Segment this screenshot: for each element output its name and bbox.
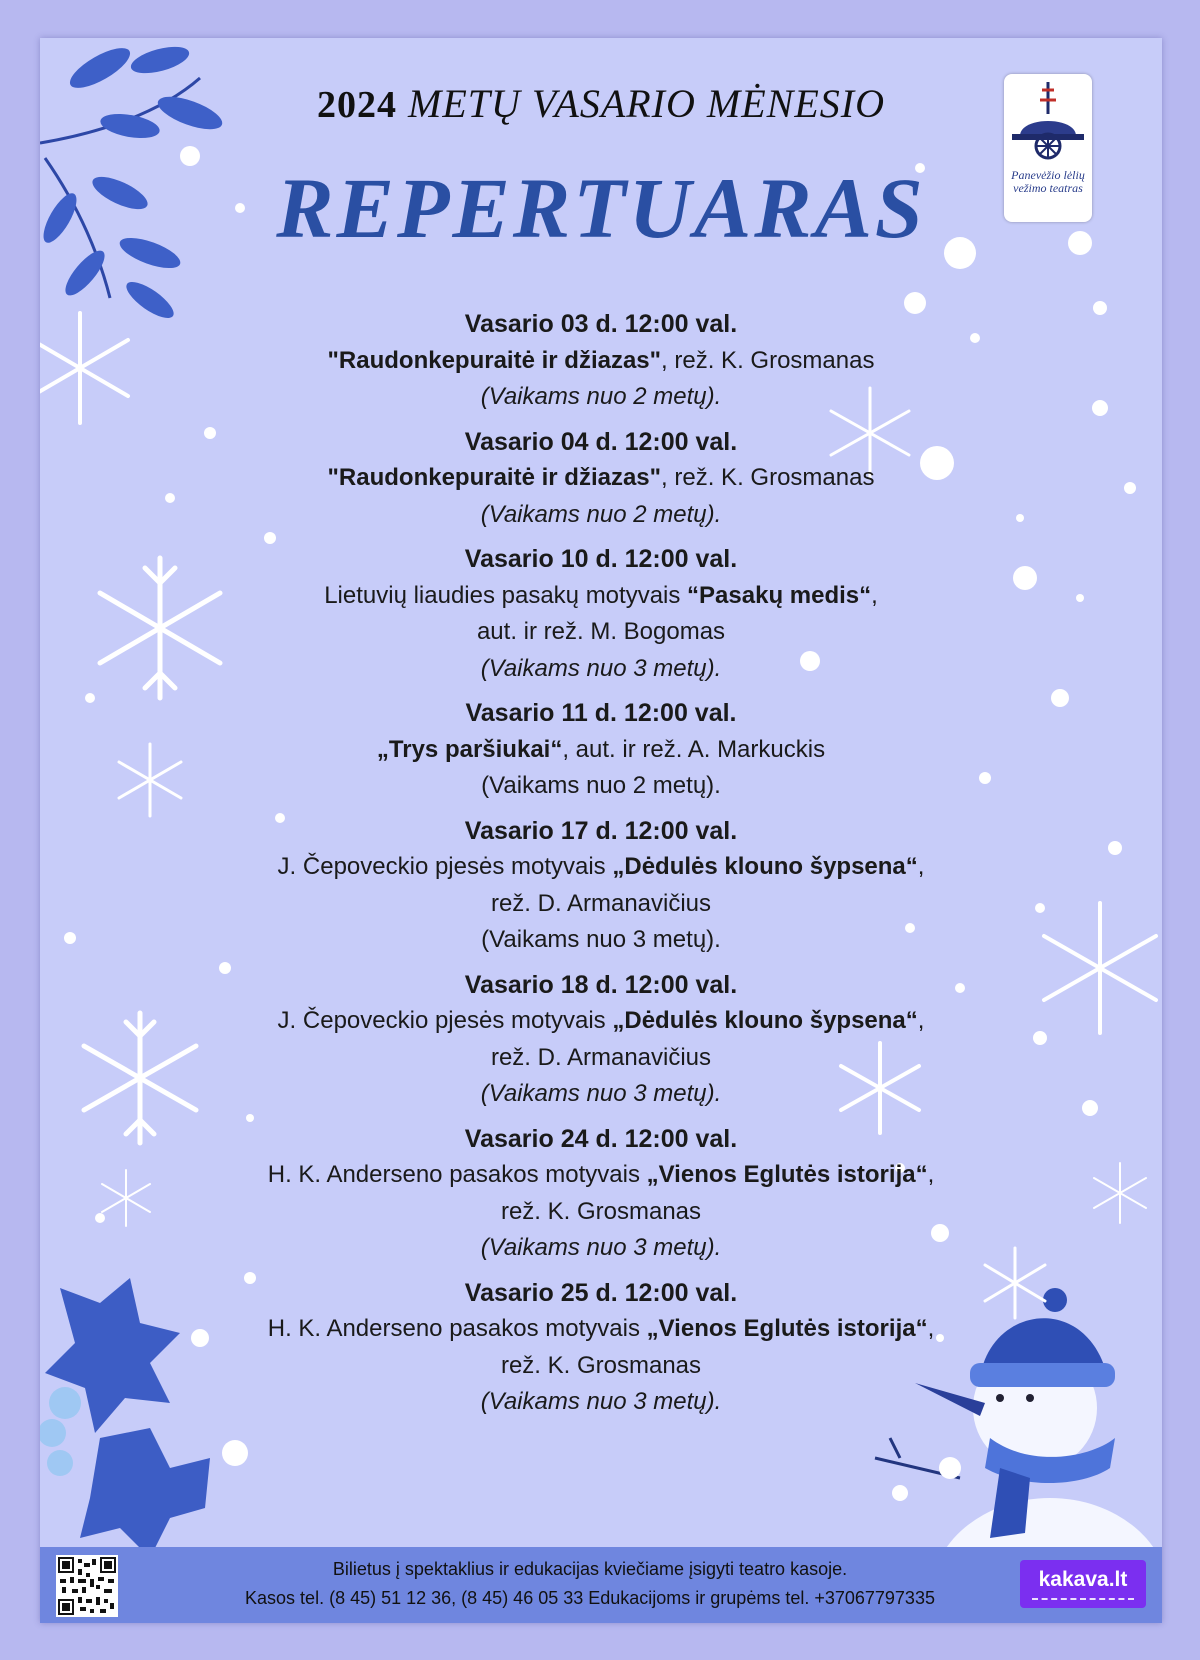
event-title: „Dėdulės klouno šypsena“: [612, 853, 918, 880]
event-description: J. Čepoveckio pjesės motyvais „Dėdulės klouno šypsena“,: [277, 1007, 925, 1034]
qr-code-icon[interactable]: [56, 1555, 118, 1617]
header-year: 2024: [317, 84, 398, 126]
event-item: [100, 1275, 1102, 1421]
event-date: Vasario 18 d. 12:00 val.: [464, 970, 738, 999]
event-date: Vasario 25 d. 12:00 val.: [464, 1278, 738, 1307]
event-author: rež. K. Grosmanas: [500, 1351, 702, 1379]
event-age: (Vaikams nuo 2 metų).: [480, 383, 722, 410]
event-age: (Vaikams nuo 2 metų).: [481, 772, 721, 799]
event-age: (Vaikams nuo 3 metų).: [480, 1234, 722, 1261]
event-title: "Raudonkepuraitė ir džiazas": [327, 346, 662, 374]
event-description: „Trys paršiukai“, aut. ir rež. A. Markuckis: [376, 735, 826, 763]
event-description: Lietuvių liaudies pasakų motyvais “Pasakų medis“,: [324, 581, 878, 609]
event-description: H. K. Anderseno pasakos motyvais „Vienos Eglutės istorija“,: [267, 1161, 935, 1188]
event-age: (Vaikams nuo 2 metų).: [480, 500, 722, 528]
event-title: „Trys paršiukai“: [376, 735, 563, 763]
footer-bar: [40, 1547, 1162, 1623]
event-description: "Raudonkepuraitė ir džiazas", rež. K. Grosmanas: [327, 464, 875, 491]
event-author: rež. D. Armanavičius: [490, 1043, 712, 1071]
event-title: „Vienos Eglutės istorija“: [646, 1161, 928, 1188]
event-item: [100, 695, 1102, 805]
footer-line-phones: Kasos tel. (8 45) 51 12 36, (8 45) 46 05 33 Edukacijoms ir grupėms tel. +37067797335: [245, 1588, 935, 1608]
logo-text: Panevėžio lėlių vežimo teatras: [1011, 168, 1085, 195]
event-age: (Vaikams nuo 3 metų).: [480, 654, 722, 682]
event-title: “Pasakų medis“: [687, 581, 872, 609]
event-item: [100, 967, 1102, 1113]
event-title: „Vienos Eglutės istorija“: [646, 1315, 928, 1342]
event-date: Vasario 11 d. 12:00 val.: [465, 699, 737, 727]
event-date: Vasario 03 d. 12:00 val.: [464, 310, 738, 338]
event-title: "Raudonkepuraitė ir džiazas": [327, 464, 662, 491]
event-author: rež. D. Armanavičius: [490, 889, 712, 917]
kakava-badge[interactable]: [1020, 1560, 1146, 1608]
header-month: METŲ VASARIO MĖNESIO: [408, 81, 885, 126]
event-date: Vasario 24 d. 12:00 val.: [464, 1124, 738, 1153]
schedule-list: [100, 306, 1102, 1429]
puppet-wagon-icon: [1004, 74, 1092, 169]
page-title: REPERTUARAS: [276, 160, 926, 256]
event-description: H. K. Anderseno pasakos motyvais „Vienos Eglutės istorija“,: [267, 1315, 935, 1342]
event-age: (Vaikams nuo 3 metų).: [480, 1080, 722, 1107]
footer-line-tickets: Bilietus į spektaklius ir edukacijas kviečiame įsigyti teatro kasoje.: [332, 1559, 848, 1579]
header-subtitle: [40, 80, 1162, 127]
footer-text: [180, 1555, 1000, 1613]
poster: [40, 38, 1162, 1623]
event-date: Vasario 10 d. 12:00 val.: [464, 545, 738, 573]
event-date: Vasario 17 d. 12:00 val.: [464, 816, 738, 845]
event-description: "Raudonkepuraitė ir džiazas", rež. K. Grosmanas: [327, 346, 875, 374]
event-title: „Dėdulės klouno šypsena“: [612, 1007, 918, 1034]
event-description: J. Čepoveckio pjesės motyvais „Dėdulės klouno šypsena“,: [277, 853, 925, 880]
event-age: (Vaikams nuo 3 metų).: [481, 926, 721, 953]
event-item: [100, 813, 1102, 959]
event-item: [100, 541, 1102, 687]
event-author: rež. K. Grosmanas: [500, 1197, 702, 1225]
event-age: (Vaikams nuo 3 metų).: [480, 1388, 722, 1415]
event-item: [100, 1121, 1102, 1267]
event-date: Vasario 04 d. 12:00 val.: [464, 427, 738, 456]
event-author: aut. ir rež. M. Bogomas: [476, 618, 726, 645]
kakava-label: kakava.lt: [1038, 1568, 1128, 1591]
event-item: [100, 424, 1102, 534]
theatre-logo: [1004, 74, 1092, 222]
event-item: [100, 306, 1102, 416]
